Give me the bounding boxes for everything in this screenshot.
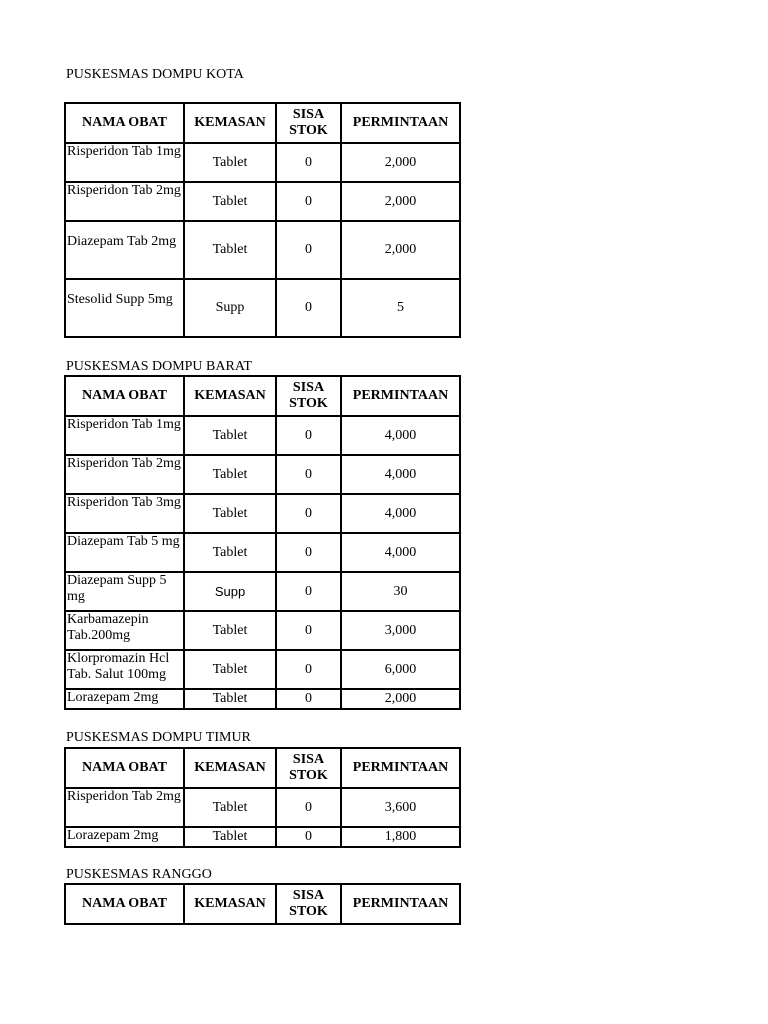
cell-nama-obat: Risperidon Tab 1mg [65, 416, 184, 455]
header-sisa-stok: SISA STOK [276, 748, 341, 788]
cell-nama-obat: Diazepam Tab 2mg [65, 221, 184, 279]
cell-sisa-stok: 0 [276, 279, 341, 337]
header-nama-obat: NAMA OBAT [65, 103, 184, 143]
header-sisa-stok: SISA STOK [276, 884, 341, 924]
cell-permintaan: 2,000 [341, 221, 460, 279]
header-sisa-stok: SISA STOK [276, 376, 341, 416]
header-permintaan: PERMINTAAN [341, 376, 460, 416]
header-permintaan: PERMINTAAN [341, 884, 460, 924]
table-row [65, 533, 460, 572]
cell-nama-obat: Diazepam Tab 5 mg [65, 533, 184, 572]
header-nama-obat: NAMA OBAT [65, 884, 184, 924]
cell-permintaan: 2,000 [341, 143, 460, 182]
cell-sisa-stok: 0 [276, 494, 341, 533]
header-kemasan: KEMASAN [184, 103, 276, 143]
cell-permintaan: 4,000 [341, 494, 460, 533]
cell-kemasan: Tablet [184, 827, 276, 847]
table-header-row [65, 376, 460, 416]
cell-nama-obat: Stesolid Supp 5mg [65, 279, 184, 337]
table-row [65, 572, 460, 611]
cell-sisa-stok: 0 [276, 689, 341, 709]
cell-sisa-stok: 0 [276, 143, 341, 182]
stock-table [64, 747, 461, 848]
cell-kemasan: Tablet [184, 143, 276, 182]
cell-kemasan: Tablet [184, 788, 276, 827]
header-permintaan: PERMINTAAN [341, 103, 460, 143]
cell-kemasan: Tablet [184, 221, 276, 279]
table-row [65, 279, 460, 337]
cell-kemasan: Tablet [184, 416, 276, 455]
cell-nama-obat: Risperidon Tab 2mg [65, 788, 184, 827]
cell-nama-obat: Risperidon Tab 3mg [65, 494, 184, 533]
cell-nama-obat: Risperidon Tab 1mg [65, 143, 184, 182]
cell-kemasan: Tablet [184, 689, 276, 709]
cell-sisa-stok: 0 [276, 455, 341, 494]
cell-permintaan: 4,000 [341, 416, 460, 455]
section-title: PUSKESMAS DOMPU KOTA [66, 67, 244, 82]
table-row [65, 143, 460, 182]
cell-kemasan: Supp [184, 279, 276, 337]
table-row [65, 788, 460, 827]
cell-nama-obat: Klorpromazin Hcl Tab. Salut 100mg [65, 650, 184, 689]
table-row [65, 689, 460, 709]
table-header-row [65, 103, 460, 143]
cell-kemasan: Tablet [184, 650, 276, 689]
cell-permintaan: 3,000 [341, 611, 460, 650]
cell-kemasan: Tablet [184, 182, 276, 221]
header-sisa-stok: SISA STOK [276, 103, 341, 143]
table-row [65, 182, 460, 221]
cell-permintaan: 2,000 [341, 182, 460, 221]
cell-nama-obat: Karbamazepin Tab.200mg [65, 611, 184, 650]
table-row [65, 221, 460, 279]
cell-permintaan: 30 [341, 572, 460, 611]
header-permintaan: PERMINTAAN [341, 748, 460, 788]
cell-kemasan: Supp [184, 572, 276, 611]
cell-kemasan: Tablet [184, 494, 276, 533]
cell-nama-obat: Lorazepam 2mg [65, 689, 184, 709]
cell-nama-obat: Diazepam Supp 5 mg [65, 572, 184, 611]
cell-kemasan: Tablet [184, 611, 276, 650]
header-kemasan: KEMASAN [184, 884, 276, 924]
stock-table [64, 102, 461, 338]
cell-permintaan: 6,000 [341, 650, 460, 689]
cell-sisa-stok: 0 [276, 572, 341, 611]
section-title: PUSKESMAS DOMPU TIMUR [66, 730, 251, 745]
header-nama-obat: NAMA OBAT [65, 748, 184, 788]
cell-kemasan: Tablet [184, 533, 276, 572]
cell-sisa-stok: 0 [276, 827, 341, 847]
cell-sisa-stok: 0 [276, 221, 341, 279]
header-kemasan: KEMASAN [184, 748, 276, 788]
cell-sisa-stok: 0 [276, 182, 341, 221]
table-row [65, 611, 460, 650]
cell-sisa-stok: 0 [276, 650, 341, 689]
cell-permintaan: 4,000 [341, 533, 460, 572]
stock-table [64, 883, 461, 925]
cell-sisa-stok: 0 [276, 611, 341, 650]
cell-permintaan: 5 [341, 279, 460, 337]
cell-permintaan: 4,000 [341, 455, 460, 494]
table-header-row [65, 748, 460, 788]
cell-nama-obat: Risperidon Tab 2mg [65, 182, 184, 221]
cell-permintaan: 3,600 [341, 788, 460, 827]
cell-nama-obat: Lorazepam 2mg [65, 827, 184, 847]
table-row [65, 455, 460, 494]
cell-kemasan: Tablet [184, 455, 276, 494]
cell-sisa-stok: 0 [276, 533, 341, 572]
cell-permintaan: 2,000 [341, 689, 460, 709]
section-title: PUSKESMAS DOMPU BARAT [66, 359, 252, 374]
table-header-row [65, 884, 460, 924]
cell-sisa-stok: 0 [276, 416, 341, 455]
cell-permintaan: 1,800 [341, 827, 460, 847]
table-row [65, 494, 460, 533]
header-kemasan: KEMASAN [184, 376, 276, 416]
table-row [65, 827, 460, 847]
stock-table [64, 375, 461, 710]
table-row [65, 650, 460, 689]
table-row [65, 416, 460, 455]
section-title: PUSKESMAS RANGGO [66, 867, 212, 882]
cell-sisa-stok: 0 [276, 788, 341, 827]
header-nama-obat: NAMA OBAT [65, 376, 184, 416]
cell-nama-obat: Risperidon Tab 2mg [65, 455, 184, 494]
